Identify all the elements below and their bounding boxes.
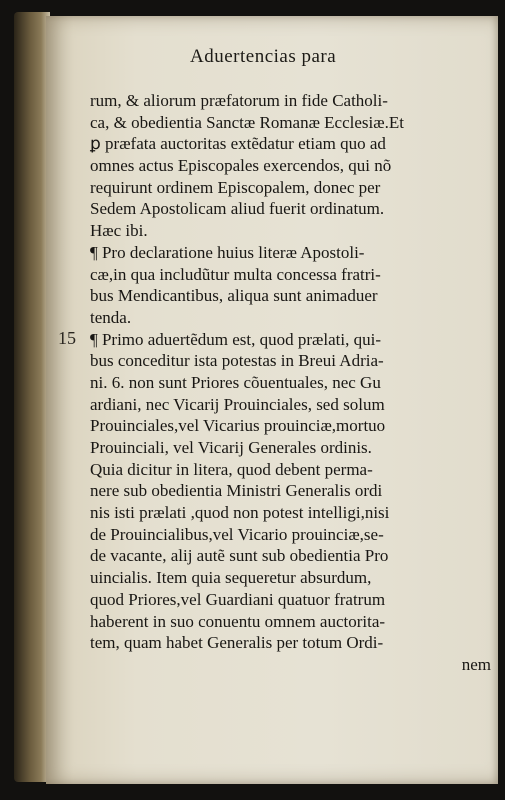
text-line: de Prouincialibus,vel Vicario prouinciæ,se- (90, 524, 384, 544)
text-line: ca, & obedientia Sanctæ Romanæ Ecclesiæ.Et (90, 112, 404, 132)
text-line: tenda. (90, 307, 132, 327)
margin-line-number: 15 (58, 328, 76, 348)
text-line: bus conceditur ista potestas in Breui Adria- (90, 351, 384, 371)
running-head: Aduertencias para (190, 46, 337, 67)
text-line: haberent in suo conuentu omnem auctorita- (90, 611, 386, 631)
text-line: cæ,in qua includũtur multa concessa fratri- (90, 264, 381, 284)
text-line: requirunt ordinem Episcopalem, donec per (90, 177, 381, 197)
text-line: ardiani, nec Vicarij Prouinciales, sed solum (90, 394, 385, 414)
text-line: ꝑ præfata auctoritas extẽdatur etiam quo ad (90, 134, 386, 154)
catchword: nem (461, 654, 491, 674)
book-spine (14, 12, 50, 782)
page-text-block (90, 90, 495, 676)
text-line: Prouinciali, vel Vicarij Generales ordinis. (90, 438, 372, 457)
text-line: de vacante, alij autẽ sunt sub obedientia Pro (90, 546, 389, 566)
text-line: omnes actus Episcopales exercendos, qui nõ (90, 156, 392, 176)
text-line: Hæc ibi. (90, 221, 148, 241)
text-line: ¶ Primo aduertẽdum est, quod prælati, qui- (90, 329, 381, 349)
text-line: ni. 6. non sunt Priores cõuentuales, nec Gu (90, 372, 381, 392)
text-line: quod Priores,vel Guardiani quatuor fratrum (90, 589, 386, 609)
text-line: ¶ Pro declaratione huius literæ Apostoli- (90, 242, 365, 262)
text-line: nis isti prælati ,quod non potest intelligi,nisi (90, 503, 390, 523)
text-line: Quia dicitur in litera, quod debent perma- (90, 459, 373, 479)
text-line: Prouinciales,vel Vicarius prouinciæ,mortuo (90, 416, 386, 436)
text-line: bus Mendicantibus, aliqua sunt animaduer (90, 286, 378, 306)
text-line: nere sub obedientia Ministri Generalis ordi (90, 481, 383, 501)
text-line: tem, quam habet Generalis per totum Ordi- (90, 633, 384, 653)
text-line: rum, & aliorum præfatorum in fide Catholi- (90, 91, 388, 110)
text-line: Sedem Apostolicam aliud fuerit ordinatum. (90, 199, 385, 219)
text-line: uincialis. Item quia sequeretur absurdum, (90, 568, 372, 588)
